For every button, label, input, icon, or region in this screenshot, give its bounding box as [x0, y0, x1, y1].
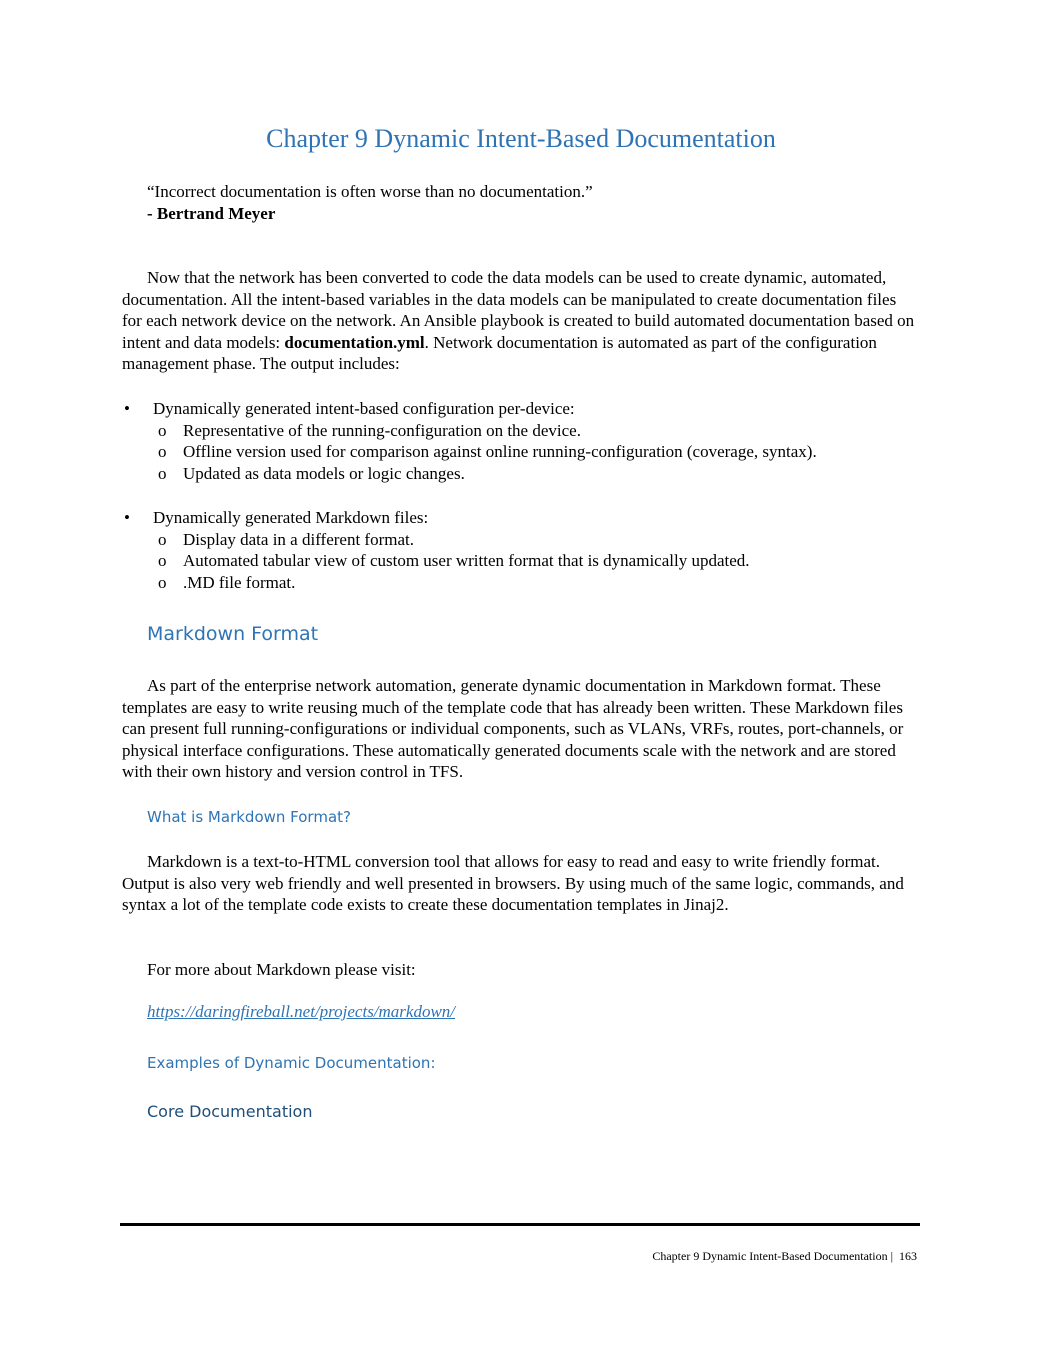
more-info-text: For more about Markdown please visit: [147, 960, 416, 979]
heading-markdown-format: Markdown Format [147, 623, 319, 645]
heading-examples: Examples of Dynamic Documentation: [147, 1054, 436, 1072]
page-footer [652, 1249, 917, 1264]
chapter-title: Chapter 9 Dynamic Intent-Based Documentation [266, 124, 776, 153]
intro-paragraph [122, 267, 920, 375]
intro-text-1: Now that the network has been converted to code the data models can be used to create dynamic, automated, documentation. All the intent-based variables in the data models can be manipulated to create documentation files for each network device on the network. An Ansible playbook is created to build automated documentation based on intent and data models: [122, 268, 915, 352]
epigraph [147, 181, 593, 225]
markdown-link[interactable]: https://daringfireball.net/projects/markdown/ [147, 1002, 456, 1021]
playbook-filename: documentation.yml [284, 332, 425, 352]
sub-list [153, 420, 920, 485]
intro-text-2: . Network documentation is automated as part of the configuration management phase. The output includes: [122, 332, 877, 374]
sub-bullet-marker: o [158, 529, 167, 549]
heading-what-is-markdown: What is Markdown Format? [147, 808, 351, 826]
list-item [122, 420, 920, 442]
quote-text: “Incorrect documentation is often worse than no documentation.” [147, 182, 593, 201]
bullet-label: Dynamically generated intent-based configuration per-device: [153, 399, 575, 418]
page-number: 163 [899, 1249, 917, 1263]
sub-item-text: Representative of the running-configuration on the device. [183, 420, 581, 440]
footer-divider [120, 1223, 920, 1226]
sub-item-text: .MD file format. [183, 572, 296, 592]
bullet-list-config [122, 398, 920, 484]
quote-author: - Bertrand Meyer [147, 204, 276, 223]
list-item [122, 572, 920, 594]
list-item [122, 463, 920, 485]
sub-bullet-marker: o [158, 442, 167, 462]
list-item [122, 398, 920, 484]
sub-item-text: Offline version used for comparison against online running-configuration (coverage, syntax). [183, 442, 817, 462]
sub-bullet-marker: o [158, 463, 167, 483]
bullet-label: Dynamically generated Markdown files: [153, 508, 429, 527]
markdown-paragraph: As part of the enterprise network automation, generate dynamic documentation in Markdown format. These templates are easy to write reusing much of the template code that has already been written. These Markdown files can present full running-configurations or individual components, such as VLANs, VRFs, routes, port-channels, or physical interface configurations. These automatically generated documents scale with the network and are stored with their own history and version control in TFS. [122, 676, 904, 782]
list-item [122, 529, 920, 551]
sub-item-text: Automated tabular view of custom user written format that is dynamically updated. [183, 551, 750, 571]
heading-core-documentation: Core Documentation [147, 1102, 313, 1121]
sub-bullet-marker: o [158, 551, 167, 571]
list-item [122, 550, 920, 572]
list-item [122, 441, 920, 463]
list-item [122, 507, 920, 593]
what-paragraph: Markdown is a text-to-HTML conversion tool that allows for easy to read and easy to write friendly format. Output is also very web friendly and well presented in browsers. By using much of the same logic, commands, and syntax a lot of the template code exists to create these documentation templates in Jinaj2. [122, 852, 904, 915]
sub-bullet-marker: o [158, 420, 167, 440]
sub-bullet-marker: o [158, 572, 167, 592]
sub-item-text: Updated as data models or logic changes. [183, 463, 465, 483]
footer-chapter: Chapter 9 Dynamic Intent-Based Documentation | [652, 1249, 893, 1263]
sub-list [153, 529, 920, 594]
bullet-list-markdown [122, 507, 920, 593]
sub-item-text: Display data in a different format. [183, 529, 414, 549]
